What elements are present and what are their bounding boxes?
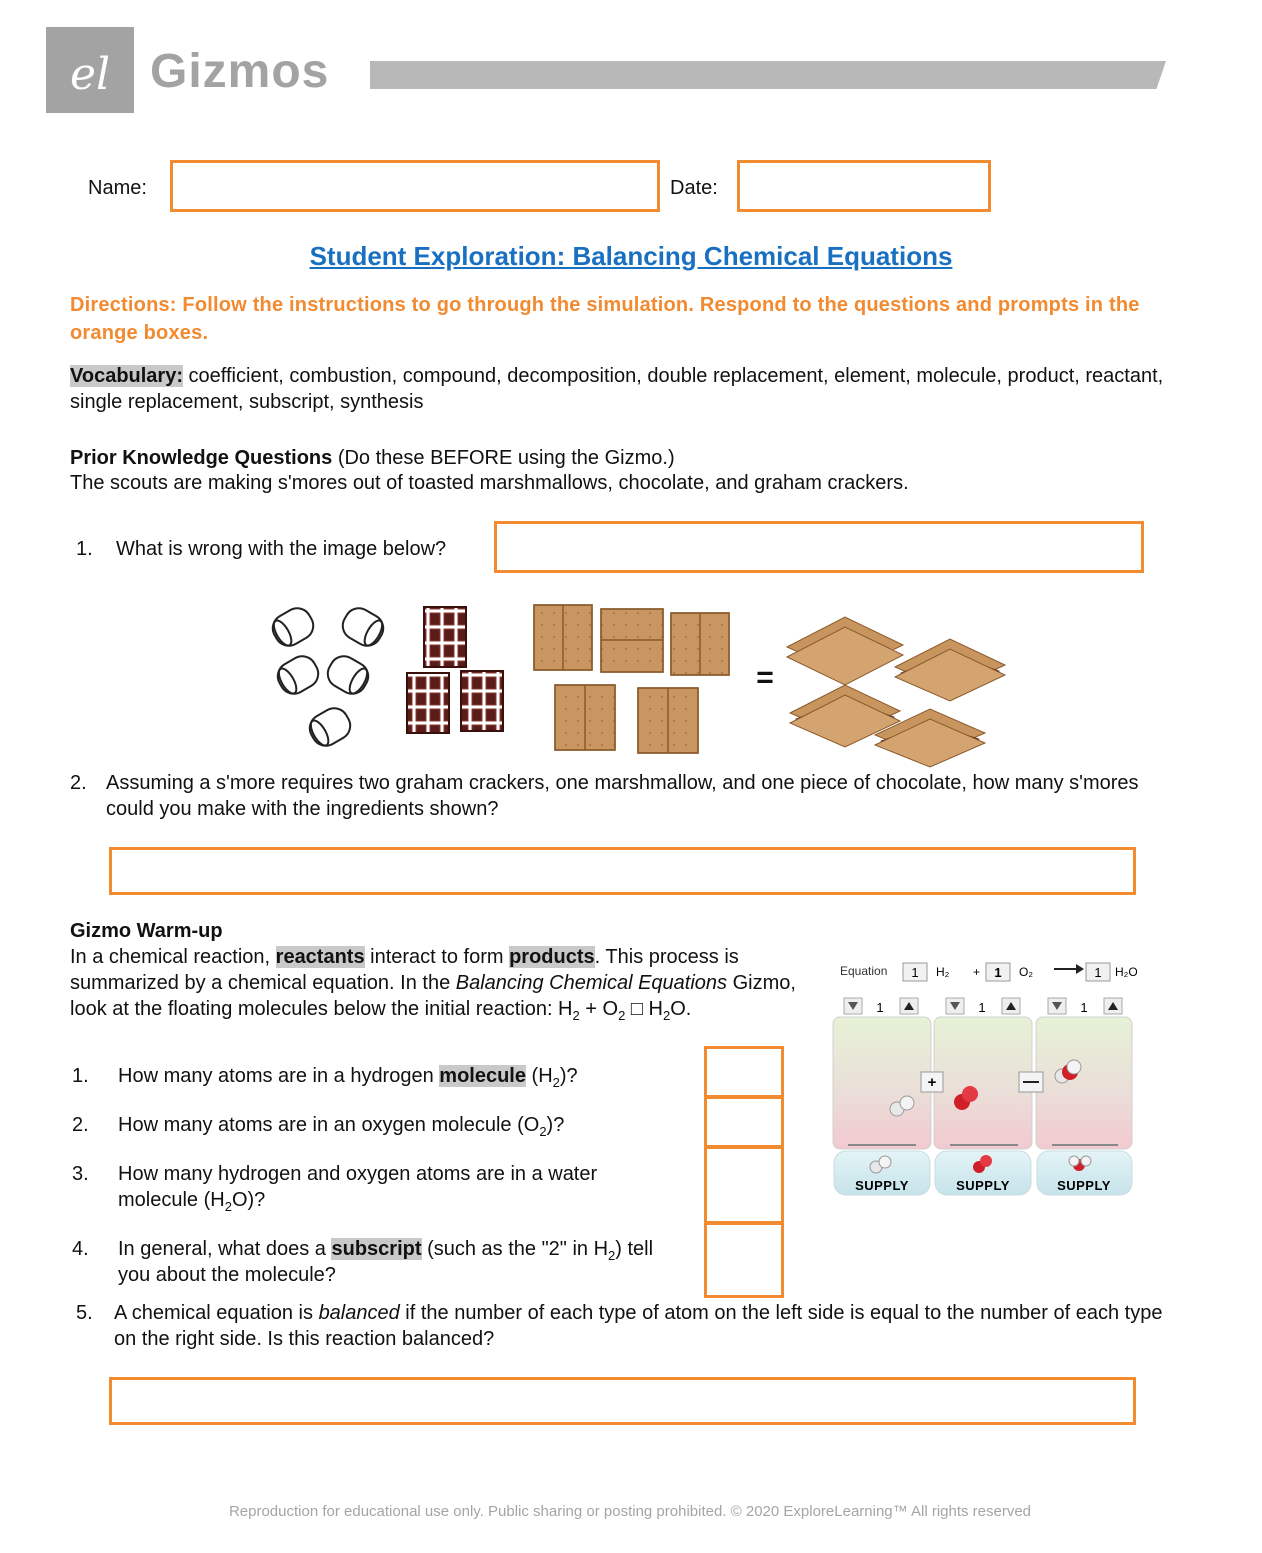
- warmup-intro-text: . This process is summarized by a chemical equation. In the: [70, 946, 739, 994]
- warmup-q4-answer-box[interactable]: [704, 1222, 784, 1298]
- page-title: Student Exploration: Balancing Chemical Equations: [309, 241, 953, 271]
- balanced-term: balanced: [318, 1302, 400, 1324]
- q-text: How many hydrogen and oxygen atoms are in a water molecule (H: [118, 1163, 598, 1211]
- prior-heading-note: (Do these BEFORE using the Gizmo.): [332, 447, 675, 469]
- name-field[interactable]: [170, 160, 660, 212]
- supply-label-2[interactable]: SUPPLY: [956, 1178, 1010, 1193]
- warmup-q2-answer-box[interactable]: [704, 1096, 784, 1148]
- warmup-q4-text: [118, 1236, 678, 1288]
- warmup-q3-number: 3.: [72, 1163, 89, 1185]
- gizmo-name: Balancing Chemical Equations: [455, 972, 728, 994]
- coefficient-o2: 1: [994, 965, 1002, 980]
- warmup-intro-text: □ H: [625, 998, 663, 1020]
- subscript: 2: [608, 1248, 616, 1263]
- species-o2: O₂: [1019, 965, 1033, 979]
- arrow-icon: [1054, 964, 1084, 974]
- q-text: (H: [525, 1065, 553, 1087]
- gizmo-simulation-screenshot: [830, 955, 1138, 1200]
- q-text: A chemical equation is: [114, 1302, 319, 1324]
- supply-label-1[interactable]: SUPPLY: [855, 1178, 909, 1193]
- vocabulary-terms: coefficient, combustion, compound, decomposition, double replacement, element, molecule, product, reactant, single replacement, subscript, synthesis: [70, 365, 1164, 413]
- stepper-row[interactable]: [844, 998, 1122, 1015]
- warmup-q1-answer-box[interactable]: [704, 1046, 784, 1098]
- smore-icons: [787, 617, 1005, 767]
- header-bar: [370, 61, 1166, 89]
- prior-q2-answer-box[interactable]: [109, 847, 1136, 895]
- warmup-heading-text: Gizmo Warm-up: [70, 920, 223, 942]
- directions: Directions: Follow the instructions to go through the simulation. Respond to the questions and prompts in the orange boxes.: [70, 294, 1140, 344]
- q-text: )?: [559, 1065, 578, 1087]
- supply-label-3[interactable]: SUPPLY: [1057, 1178, 1111, 1193]
- warmup-intro-text: interact to form: [364, 946, 510, 968]
- smores-illustration: [260, 595, 1020, 765]
- subscript: 2: [539, 1124, 547, 1139]
- q-text: (such as the "2" in H: [421, 1238, 609, 1260]
- name-label: Name:: [88, 177, 147, 199]
- q-text: if the number of each type of atom on the left side is equal to the number of each type on the right side. Is this reaction balanced?: [114, 1302, 1163, 1350]
- coefficient-h2: 1: [911, 965, 919, 980]
- prior-q1-text: What is wrong with the image below?: [116, 538, 447, 560]
- stepper-value-3: 1: [1080, 1000, 1088, 1015]
- vocabulary-label: Vocabulary:: [70, 365, 183, 387]
- subscript: 2: [572, 1008, 580, 1023]
- plus-button-label: +: [927, 1074, 937, 1091]
- subscript: 2: [552, 1075, 560, 1090]
- species-h2: H₂: [936, 965, 950, 979]
- graham-cracker-icons: [534, 605, 729, 753]
- prior-q1-number: 1.: [76, 538, 93, 560]
- warmup-q1-number: 1.: [72, 1065, 89, 1087]
- warmup-q3-text: [118, 1161, 663, 1213]
- subscript: 2: [662, 1008, 671, 1023]
- date-field[interactable]: [737, 160, 991, 212]
- warmup-q2-text: [118, 1112, 688, 1138]
- reactants-term: reactants: [275, 946, 365, 968]
- warmup-q5-text: [114, 1300, 1164, 1352]
- prior-intro: The scouts are making s'mores out of toasted marshmallows, chocolate, and graham crackers.: [70, 472, 909, 494]
- subscript: 2: [618, 1008, 626, 1023]
- stepper-value-1: 1: [876, 1000, 884, 1015]
- warmup-q2-number: 2.: [72, 1114, 89, 1136]
- warmup-q5-number: 5.: [76, 1302, 93, 1324]
- brand-name: Gizmos: [150, 45, 330, 98]
- warmup-q3-answer-box[interactable]: [704, 1146, 784, 1224]
- stepper-value-2: 1: [978, 1000, 986, 1015]
- explorelearning-logo: [46, 27, 134, 113]
- coefficient-h2o: 1: [1094, 965, 1102, 980]
- q-text: ) tell you about the molecule?: [118, 1238, 654, 1286]
- prior-heading: [70, 445, 1170, 471]
- warmup-intro-text: O.: [670, 998, 692, 1020]
- warmup-heading: [70, 918, 223, 944]
- date-label: Date:: [670, 177, 718, 199]
- prior-heading-text: Prior Knowledge Questions: [70, 447, 333, 469]
- q-text: In general, what does a: [118, 1238, 332, 1260]
- q-text: O)?: [231, 1189, 266, 1211]
- q-text: How many atoms are in an oxygen molecule (O: [118, 1114, 540, 1136]
- q-text: How many atoms are in a hydrogen: [118, 1065, 440, 1087]
- species-h2o: H₂O: [1115, 965, 1138, 979]
- warmup-q4-number: 4.: [72, 1238, 89, 1260]
- prior-q1-answer-box[interactable]: [494, 521, 1144, 573]
- gizmo-equation-label: Equation: [840, 964, 888, 978]
- equation-plus: +: [973, 965, 981, 979]
- equals-sign: =: [756, 661, 774, 694]
- subscript-term: subscript: [331, 1238, 422, 1260]
- footer-copyright: Reproduction for educational use only. Public sharing or posting prohibited. © 2020 ExploreLearning™ All rights reserved: [228, 1503, 1032, 1520]
- warmup-q1-text: [118, 1063, 688, 1089]
- chocolate-bar-icons: [407, 607, 503, 733]
- q-text: )?: [546, 1114, 565, 1136]
- warmup-intro: [70, 944, 800, 1022]
- molecule-term: molecule: [439, 1065, 526, 1087]
- warmup-intro-text: + O: [579, 998, 619, 1020]
- warmup-q5-answer-box[interactable]: [109, 1377, 1136, 1425]
- vocabulary: [70, 363, 1170, 415]
- el-logo-icon: [46, 27, 134, 113]
- prior-q2-number: 2.: [70, 772, 87, 794]
- svg-text:el: el: [69, 49, 111, 100]
- products-term: products: [509, 946, 595, 968]
- prior-q2-text: Assuming a s'more requires two graham crackers, one marshmallow, and one piece of chocolate, how many s'mores could you make with the ingredients shown?: [106, 772, 1139, 820]
- marshmallow-icons: [268, 603, 389, 751]
- subscript: 2: [224, 1199, 232, 1214]
- warmup-intro-text: Gizmo, look at the floating molecules below the initial reaction: H: [70, 972, 796, 1020]
- warmup-intro-text: In a chemical reaction,: [70, 946, 276, 968]
